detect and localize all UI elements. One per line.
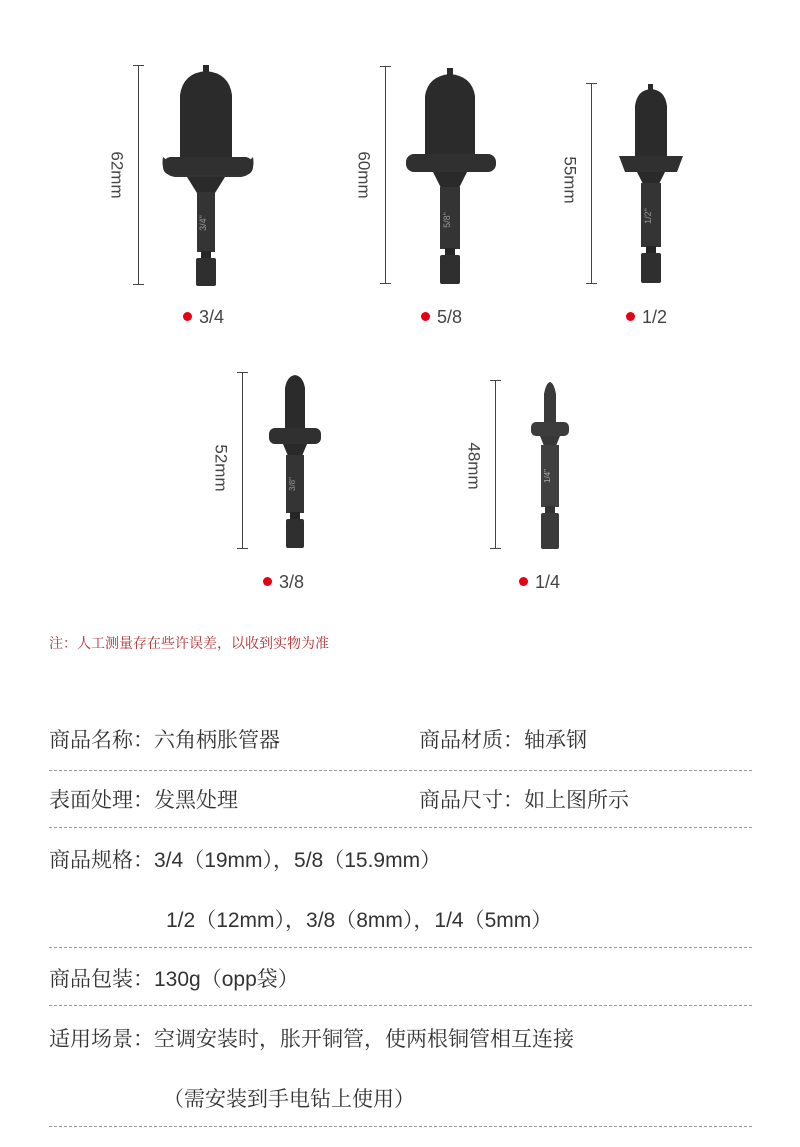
dimension-label-2: 60mm	[354, 151, 374, 199]
spec-package: 商品包装：130g（opp袋）	[49, 968, 299, 991]
divider	[49, 827, 752, 828]
size-label-3: 1/2	[626, 307, 667, 328]
spec-size: 商品尺寸：如上图所示	[419, 789, 629, 812]
measurement-note: 注：人工测量存在些许误差，以收到实物为准	[49, 635, 329, 651]
spec-spec: 商品规格：3/4（19mm），5/8（15.9mm）	[49, 849, 442, 872]
red-dot-icon	[626, 312, 635, 321]
size-label-4: 3/8	[263, 572, 304, 593]
spec-spec-line2: 1/2（12mm），3/8（8mm），1/4（5mm）	[166, 909, 553, 932]
size-label-5: 1/4	[519, 572, 560, 593]
divider	[49, 770, 752, 771]
shank-mark-5: 1/4"	[543, 469, 552, 483]
size-label-1: 3/4	[183, 307, 224, 328]
shank-mark-4: 3/8"	[288, 477, 297, 491]
expander-bit-1-4	[525, 380, 575, 551]
dimension-label-1: 62mm	[107, 151, 127, 199]
divider	[49, 947, 752, 948]
expander-bit-3-8	[267, 372, 323, 550]
red-dot-icon	[519, 577, 528, 586]
spec-name: 商品名称：六角柄胀管器	[49, 729, 280, 752]
shank-mark-1: 3/4"	[198, 215, 208, 231]
dimension-label-4: 52mm	[211, 444, 231, 492]
divider	[49, 1126, 752, 1127]
spec-usage: 适用场景：空调安装时，胀开铜管，使两根铜管相互连接	[49, 1028, 574, 1051]
size-label-2: 5/8	[421, 307, 462, 328]
expander-bit-1-2	[617, 84, 685, 286]
dimension-label-5: 48mm	[464, 442, 484, 490]
divider	[49, 1005, 752, 1006]
dimension-label-3: 55mm	[560, 156, 580, 204]
expander-bit-3-4	[155, 65, 265, 287]
expander-bit-5-8	[403, 68, 499, 286]
spec-surface: 表面处理：发黑处理	[49, 789, 238, 812]
shank-mark-2: 5/8"	[442, 212, 452, 228]
spec-material: 商品材质：轴承钢	[419, 729, 587, 752]
red-dot-icon	[263, 577, 272, 586]
red-dot-icon	[421, 312, 430, 321]
shank-mark-3: 1/2"	[643, 208, 653, 224]
red-dot-icon	[183, 312, 192, 321]
spec-usage-line2: （需安装到手电钻上使用）	[163, 1088, 415, 1111]
